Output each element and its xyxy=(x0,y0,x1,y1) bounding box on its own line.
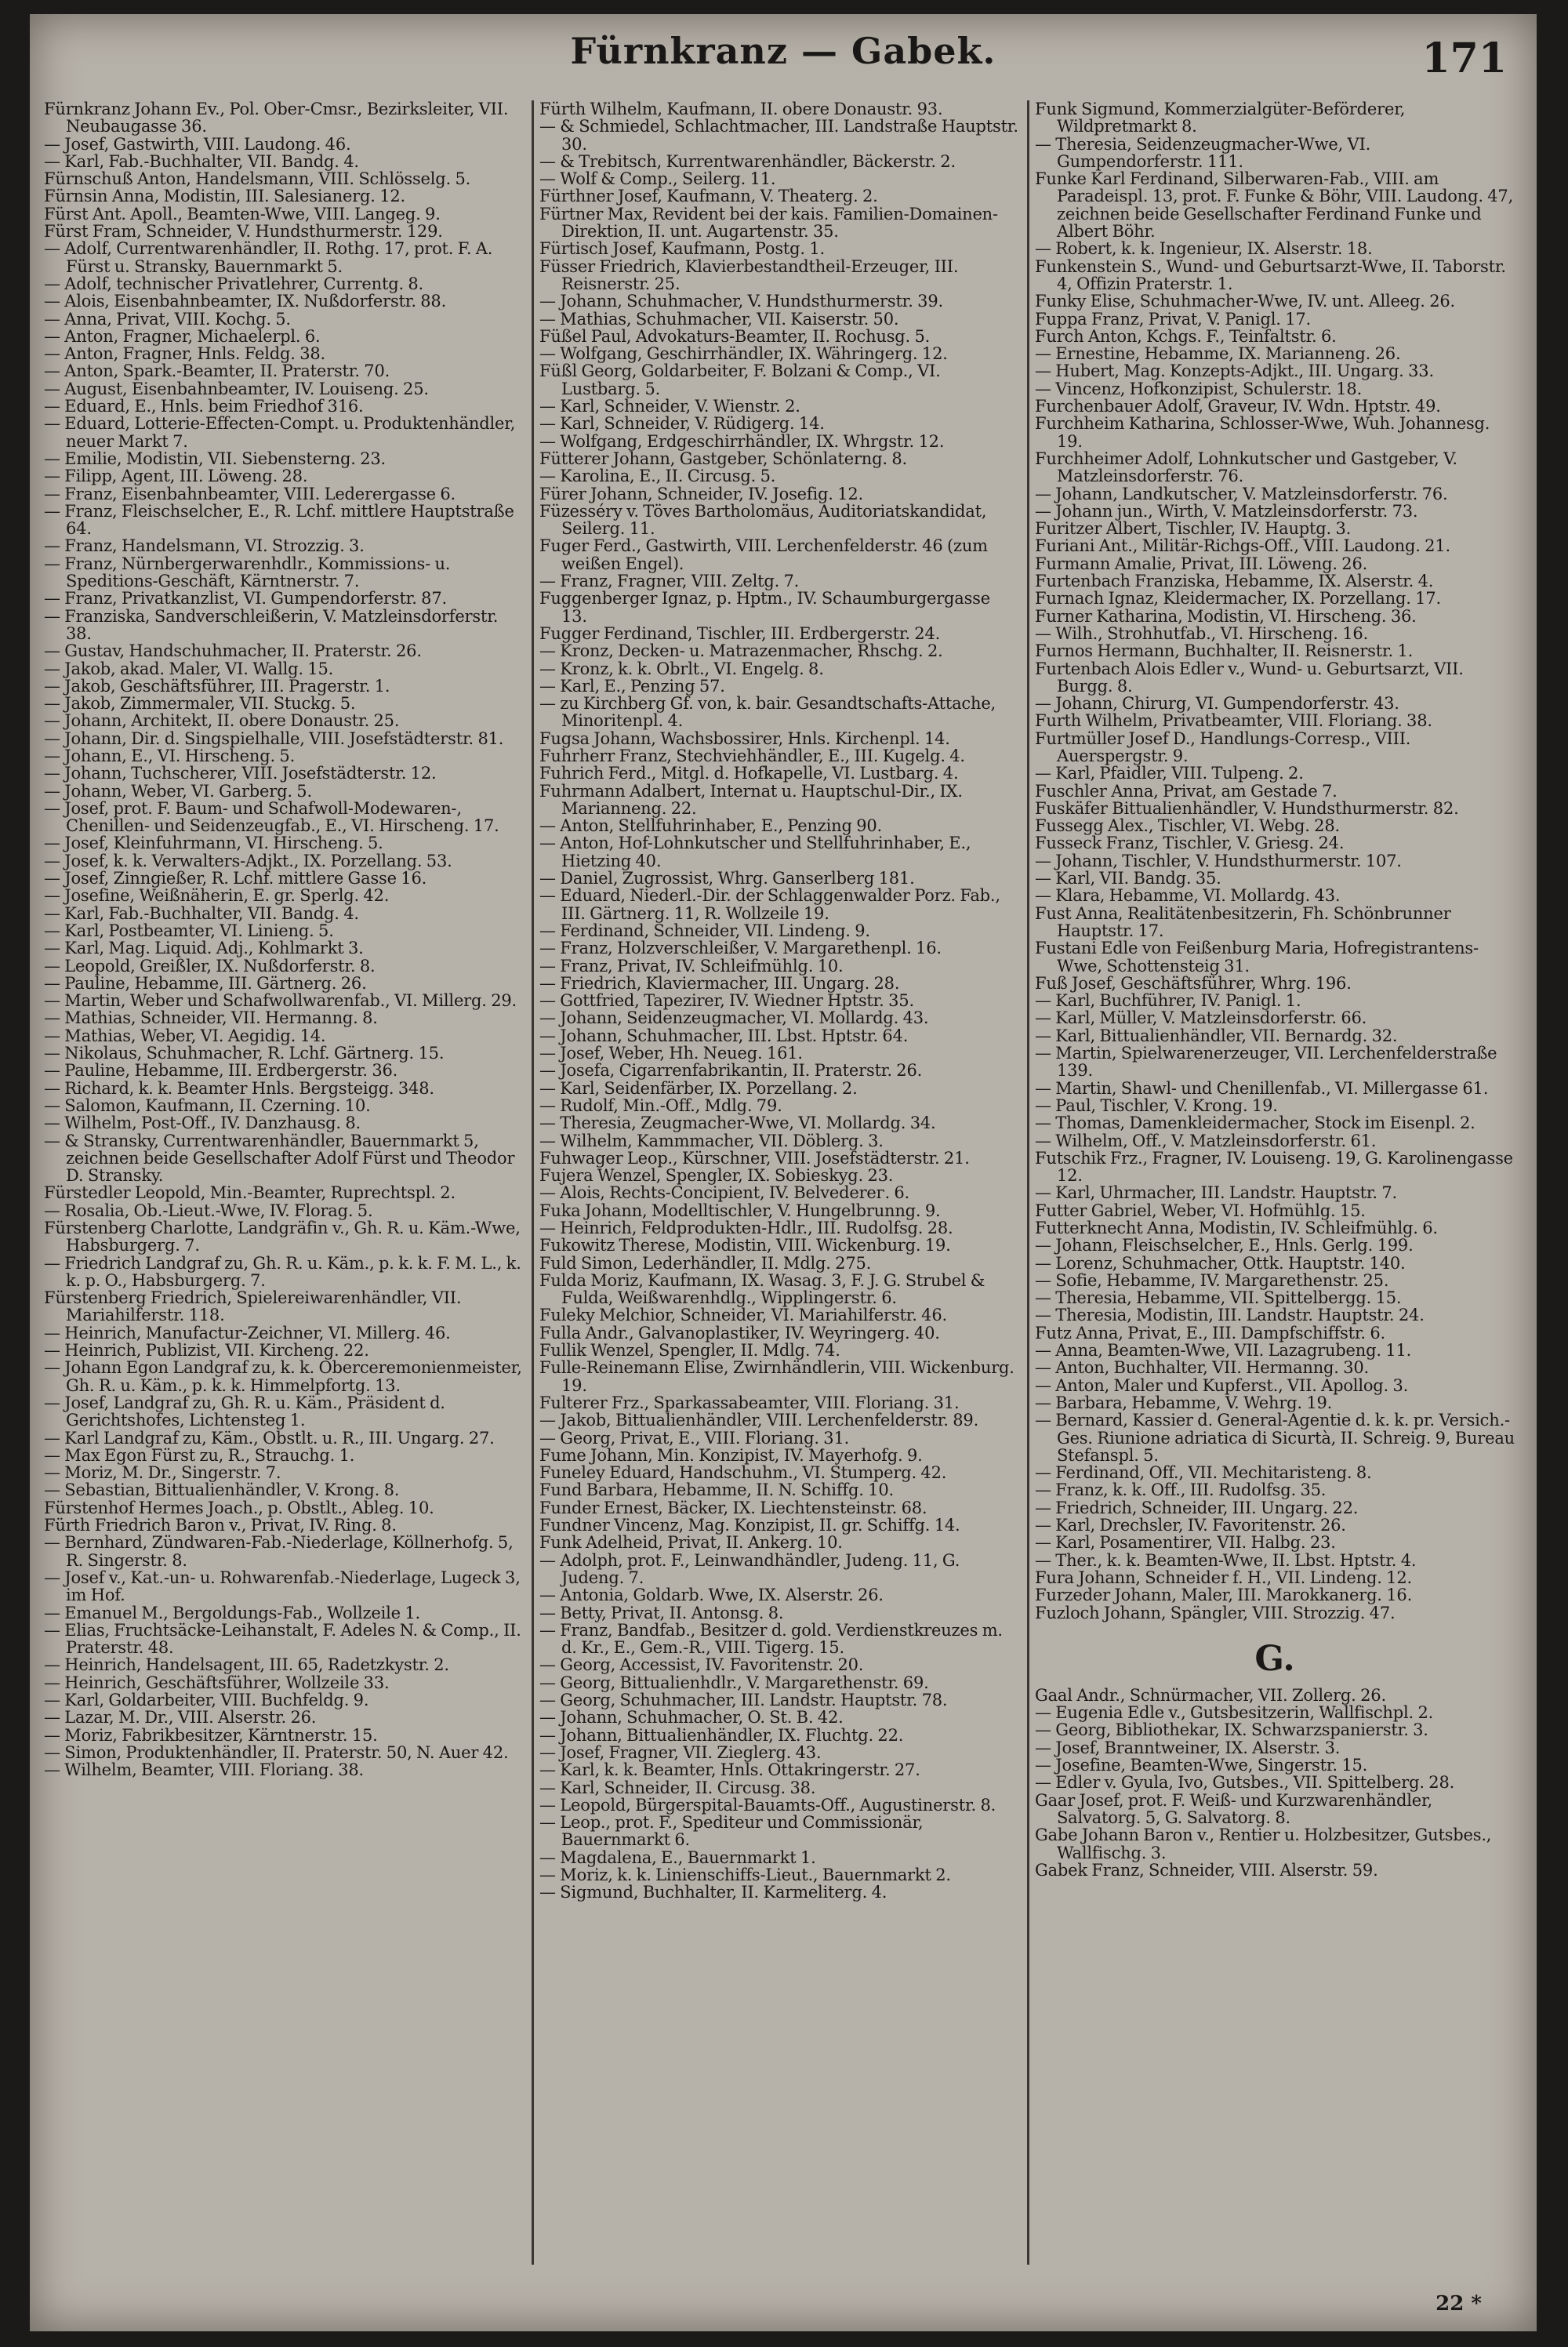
directory-entry: Fuhrherr Franz, Stechviehhändler, E., III. Kugelg. 4. xyxy=(539,746,965,765)
directory-entry: — Josef, prot. F. Baum- und Schafwoll-Modewaren-, Chenillen- und Seidenzeugfab., E., VI. Hirscheng. 17. xyxy=(44,798,499,836)
directory-entry: Furtenbach Alois Edler v., Wund- u. Geburtsarzt, VII. Burgg. 8. xyxy=(1035,659,1464,696)
directory-entry: — Robert, k. k. Ingenieur, IX. Alserstr. 18. xyxy=(1035,239,1373,259)
directory-entry: Fürtner Max, Revident bei der kais. Familien-Domainen-Direktion, II. unt. Augartenstr. 35. xyxy=(539,204,998,242)
directory-entry: Futschik Frz., Fragner, IV. Louiseng. 19, G. Karolinengasse 12. xyxy=(1035,1148,1513,1186)
directory-entry: — Heinrich, Geschäftsführer, Wollzeile 33. xyxy=(44,1673,390,1692)
directory-entry: Fulterer Frz., Sparkassabeamter, VIII. Floriang. 31. xyxy=(539,1393,960,1412)
directory-entry: — Johann, Tischler, V. Hundsthurmerstr. 107. xyxy=(1035,851,1402,870)
directory-entry: — Sebastian, Bittualienhändler, V. Krong. 8. xyxy=(44,1480,400,1500)
directory-entry: — Adolf, technischer Privatlehrer, Currentg. 8. xyxy=(44,274,424,293)
directory-entry: — Josef, Fragner, VII. Zieglerg. 43. xyxy=(539,1742,822,1762)
directory-entry: Fuhwager Leop., Kürschner, VIII. Josefstädterstr. 21. xyxy=(539,1148,970,1168)
directory-entry: Gaal Andr., Schnürmacher, VII. Zollerg. 26. xyxy=(1035,1685,1386,1705)
directory-entry: Gabek Franz, Schneider, VIII. Alserstr. 59. xyxy=(1035,1860,1378,1880)
directory-entry: — Karl, Fab.-Buchhalter, VII. Bandg. 4. xyxy=(44,151,359,171)
directory-entry: Fust Anna, Realitätenbesitzerin, Fh. Schönbrunner Hauptstr. 17. xyxy=(1035,903,1451,940)
directory-entry: — Antonia, Goldarb. Wwe, IX. Alserstr. 26. xyxy=(539,1586,884,1605)
page-number: 171 xyxy=(1421,35,1507,82)
directory-entry: — Anton, Stellfuhrinhaber, E., Penzing 90. xyxy=(539,816,883,836)
directory-entry: Fuppa Franz, Privat, V. Panigl. 17. xyxy=(1035,309,1312,329)
directory-entry: Furzeder Johann, Maler, III. Marokkanerg. 16. xyxy=(1035,1586,1413,1605)
directory-entry: Fuka Johann, Modelltischler, V. Hungelbrunng. 9. xyxy=(539,1201,941,1220)
directory-entry: Fuger Ferd., Gastwirth, VIII. Lerchenfelderstr. 46 (zum weißen Engel). xyxy=(539,536,988,573)
directory-entry: — Franziska, Sandverschleißerin, V. Matzleinsdorferstr. 38. xyxy=(44,606,499,643)
directory-entry: — Karl, Drechsler, IV. Favoritenstr. 26. xyxy=(1035,1516,1346,1535)
directory-entry: — Ther., k. k. Beamten-Wwe, II. Lbst. Hptstr. 4. xyxy=(1035,1550,1417,1570)
directory-entry: — Eugenia Edle v., Gutsbesitzerin, Wallfischpl. 2. xyxy=(1035,1703,1434,1723)
directory-entry: — Karl, Schneider, V. Wienstr. 2. xyxy=(539,397,800,416)
directory-entry: — Daniel, Zugrossist, Whrg. Ganserlberg 181. xyxy=(539,869,915,888)
directory-entry: — Johann, Schuhmacher, O. St. B. 42. xyxy=(539,1708,844,1728)
directory-entry: Fuhrich Ferd., Mitgl. d. Hofkapelle, VI. Lustbarg. 4. xyxy=(539,764,959,783)
directory-entry: — Josefa, Cigarrenfabrikantin, II. Praterstr. 26. xyxy=(539,1061,923,1081)
directory-entry: Fürnkranz Johann Ev., Pol. Ober-Cmsr., Bezirksleiter, VII. Neubaugasse 36. xyxy=(44,100,509,136)
directory-entry: Füsser Friedrich, Klavierbestandtheil-Erzeuger, III. Reisnerstr. 25. xyxy=(539,256,959,293)
directory-entry: Furchheim Katharina, Schlosser-Wwe, Wuh. Johannesg. 19. xyxy=(1035,414,1490,451)
directory-entry: — Pauline, Hebamme, III. Gärtnerg. 26. xyxy=(44,973,367,993)
directory-entry: — zu Kirchberg Gf. von, k. bair. Gesandtschafts-Attache, Minoritenpl. 4. xyxy=(539,694,996,731)
directory-entry: Funkenstein S., Wund- und Geburtsarzt-Wwe, II. Taborstr. 4, Offizin Praterstr. 1. xyxy=(1035,256,1506,293)
directory-entry: — Vincenz, Hofkonzipist, Schulerstr. 18. xyxy=(1035,379,1363,398)
directory-entry: Futz Anna, Privat, E., III. Dampfschiffstr. 6. xyxy=(1035,1323,1385,1342)
directory-entry: — & Trebitsch, Kurrentwarenhändler, Bäckerstr. 2. xyxy=(539,151,956,171)
directory-entry: — Sofie, Hebamme, IV. Margarethenstr. 25. xyxy=(1035,1270,1389,1290)
page-header xyxy=(30,14,1537,82)
directory-entry: — Georg, Privat, E., VIII. Floriang. 31. xyxy=(539,1428,850,1448)
directory-entry: — Filipp, Agent, III. Löweng. 28. xyxy=(44,467,308,486)
directory-entry: Fund Barbara, Hebamme, II. N. Schiffg. 10. xyxy=(539,1480,894,1500)
directory-entry: — Karl, Goldarbeiter, VIII. Buchfeldg. 9. xyxy=(44,1691,369,1710)
directory-entry: — Franz, k. k. Off., III. Rudolfsg. 35. xyxy=(1035,1480,1327,1500)
directory-entry: — Adolf, Currentwarenhändler, II. Rothg. 17, prot. F. A. Fürst u. Stransky, Bauernmarkt 5. xyxy=(44,239,493,276)
directory-entry: Furchenbauer Adolf, Graveur, IV. Wdn. Hptstr. 49. xyxy=(1035,397,1441,416)
directory-entry: Fütterer Johann, Gastgeber, Schönlaterng. 8. xyxy=(539,449,907,468)
directory-entry: Fürtisch Josef, Kaufmann, Postg. 1. xyxy=(539,239,825,259)
directory-entry: — Wilhelm, Off., V. Matzleinsdorferstr. 61. xyxy=(1035,1131,1377,1150)
directory-entry: — Magdalena, E., Bauernmarkt 1. xyxy=(539,1847,816,1867)
directory-entry: — Johann, Dir. d. Singspielhalle, VIII. Josefstädterstr. 81. xyxy=(44,728,504,748)
directory-entry: — Karolina, E., II. Circusg. 5. xyxy=(539,467,776,486)
directory-entry: — Max Egon Fürst zu, R., Strauchg. 1. xyxy=(44,1445,355,1465)
directory-entry: Furnach Ignaz, Kleidermacher, IX. Porzellang. 17. xyxy=(1035,589,1441,609)
directory-entry: — Moriz, Fabrikbesitzer, Kärntnerstr. 15. xyxy=(44,1725,378,1745)
directory-entry: — Jakob, Geschäftsführer, III. Pragerstr. 1. xyxy=(44,676,390,696)
directory-entry: — Friedrich, Klaviermacher, III. Ungarg. 28. xyxy=(539,973,900,993)
directory-entry: — Franz, Privatkanzlist, VI. Gumpendorferstr. 87. xyxy=(44,589,447,609)
directory-entry: — Hubert, Mag. Konzepts-Adjkt., III. Ungarg. 33. xyxy=(1035,361,1434,381)
directory-entry: Fullik Wenzel, Spengler, II. Mdlg. 74. xyxy=(539,1341,840,1361)
directory-entry: — Leopold, Bürgerspital-Bauamts-Off., Augustinerstr. 8. xyxy=(539,1795,996,1815)
directory-entry: Fukowitz Therese, Modistin, VIII. Wickenburg. 19. xyxy=(539,1236,951,1255)
directory-entry: Funk Sigmund, Kommerzialgüter-Beförderer, Wildpretmarkt 8. xyxy=(1035,100,1406,136)
directory-entry: Fuleky Melchior, Schneider, VI. Mariahilferstr. 46. xyxy=(539,1306,947,1325)
directory-entry: Fürstedler Leopold, Min.-Beamter, Ruprechtspl. 2. xyxy=(44,1183,456,1203)
directory-entry: — Gustav, Handschuhmacher, II. Praterstr. 26. xyxy=(44,641,422,661)
directory-entry: — Karl, E., Penzing 57. xyxy=(539,676,725,696)
directory-entry: Fura Johann, Schneider f. H., VII. Lindeng. 12. xyxy=(1035,1568,1412,1587)
directory-entry: Funky Elise, Schuhmacher-Wwe, IV. unt. Alleeg. 26. xyxy=(1035,292,1456,311)
directory-entry: — Theresia, Hebamme, VII. Spittelbergg. 15. xyxy=(1035,1288,1402,1308)
directory-entry: — Heinrich, Manufactur-Zeichner, VI. Millerg. 46. xyxy=(44,1323,451,1342)
directory-entry: Gabe Johann Baron v., Rentier u. Holzbesitzer, Gutsbes., Wallfischg. 3. xyxy=(1035,1826,1492,1862)
directory-entry: — Ferdinand, Schneider, VII. Lindeng. 9. xyxy=(539,921,870,940)
running-title: Fürnkranz — Gabek. xyxy=(570,30,996,72)
directory-entry: — Karl, Buchführer, IV. Panigl. 1. xyxy=(1035,991,1301,1011)
directory-entry: — Lazar, M. Dr., VIII. Alserstr. 26. xyxy=(44,1708,317,1728)
directory-entry: — Martin, Shawl- und Chenillenfab., VI. Millergasse 61. xyxy=(1035,1078,1489,1098)
directory-entry: Fulda Moriz, Kaufmann, IX. Wasag. 3, F. J. G. Strubel & Fulda, Weißwarenhdlg., Wipplingerstr. 6. xyxy=(539,1270,985,1308)
directory-entry: — Johann, Architekt, II. obere Donaustr. 25. xyxy=(44,711,400,731)
directory-entry: Furnos Hermann, Buchhalter, II. Reisnerstr. 1. xyxy=(1035,641,1414,661)
directory-entry: — Simon, Produktenhändler, II. Praterstr. 50, N. Auer 42. xyxy=(44,1742,509,1762)
directory-entry: — Edler v. Gyula, Ivo, Gutsbes., VII. Spittelberg. 28. xyxy=(1035,1773,1455,1793)
directory-entry: — Franz, Eisenbahnbeamter, VIII. Lederergasse 6. xyxy=(44,484,456,503)
directory-entry: — Johann, Bittualienhändler, IX. Fluchtg. 22. xyxy=(539,1725,904,1745)
directory-entry: — Eduard, E., Hnls. beim Friedhof 316. xyxy=(44,397,364,416)
directory-entry: — Anton, Hof-Lohnkutscher und Stellfuhrinhaber, E., Hietzing 40. xyxy=(539,834,971,870)
directory-entry: Furtmüller Josef D., Handlungs-Corresp., VIII. Auerspergstr. 9. xyxy=(1035,728,1411,765)
directory-entry: — Adolph, prot. F., Leinwandhändler, Judeng. 11, G. Judeng. 7. xyxy=(539,1550,960,1587)
directory-entry: — Josefine, Weißnäherin, E. gr. Sperlg. 42. xyxy=(44,886,390,906)
directory-entry: — Johann, Weber, VI. Garberg. 5. xyxy=(44,781,312,801)
directory-entry: — Eduard, Niederl.-Dir. der Schlaggenwalder Porz. Fab., III. Gärtnerg. 11, R. Wollzeile 19. xyxy=(539,886,1000,923)
directory-entry: — Franz, Privat, IV. Schleifmühlg. 10. xyxy=(539,956,844,975)
directory-entry: — Johann, E., VI. Hirscheng. 5. xyxy=(44,746,296,765)
directory-entry: — Josef, Weber, Hh. Neueg. 161. xyxy=(539,1044,803,1063)
directory-entry: Fürstenberg Friedrich, Spielereiwarenhändler, VII. Mariahilferstr. 118. xyxy=(44,1288,462,1325)
directory-entry: — Bernhard, Zündwaren-Fab.-Niederlage, Köllnerhofg. 5, R. Singerstr. 8. xyxy=(44,1533,514,1570)
directory-entry: — Karl, Posamentirer, VII. Halbg. 23. xyxy=(1035,1533,1336,1553)
directory-entry: — Karl, Bittualienhändler, VII. Bernardg. 32. xyxy=(1035,1026,1398,1045)
directory-entry: — Martin, Weber und Schafwollwarenfab., VI. Millerg. 29. xyxy=(44,991,517,1011)
directory-entry: Fuschler Anna, Privat, am Gestade 7. xyxy=(1035,781,1338,801)
directory-entry: — Bernard, Kassier d. General-Agentie d. k. k. pr. Versich.-Ges. Riunione adriatica di Sicurtà, II. Schreig. 9, Bureau Stefanspl. 5. xyxy=(1035,1411,1515,1465)
directory-entry: — Wolf & Comp., Seilerg. 11. xyxy=(539,169,776,189)
directory-entry: — Heinrich, Feldprodukten-Hdlr., III. Rudolfsg. 28. xyxy=(539,1219,953,1237)
directory-entry: — Kronz, Decken- u. Matrazenmacher, Rhschg. 2. xyxy=(539,641,943,661)
directory-entry: — Anton, Fragner, Michaelerpl. 6. xyxy=(44,326,321,346)
directory-entry: — Georg, Schuhmacher, III. Landstr. Hauptstr. 78. xyxy=(539,1691,948,1710)
directory-entry: — Anton, Buchhalter, VII. Hermanng. 30. xyxy=(1035,1358,1370,1378)
directory-entry: Fusseck Franz, Tischler, V. Griesg. 24. xyxy=(1035,834,1345,853)
directory-entry: — Karl, Mag. Liquid. Adj., Kohlmarkt 3. xyxy=(44,939,364,958)
directory-entry: Fürth Friedrich Baron v., Privat, IV. Ring. 8. xyxy=(44,1516,397,1535)
directory-entry: — Franz, Holzverschleißer, V. Margarethenpl. 16. xyxy=(539,939,942,958)
directory-entry: Furiani Ant., Militär-Richgs-Off., VIII. Laudong. 21. xyxy=(1035,536,1450,556)
directory-entry: — Betty, Privat, II. Antonsg. 8. xyxy=(539,1603,784,1622)
directory-entry: Fürst Fram, Schneider, V. Hundsthurmerstr. 129. xyxy=(44,222,443,242)
directory-entry: — Josefine, Beamten-Wwe, Singerstr. 15. xyxy=(1035,1756,1368,1775)
directory-entry: — Franz, Bandfab., Besitzer d. gold. Verdienstkreuzes m. d. Kr., E., Gem.-R., VIII. Tigerg. 15. xyxy=(539,1620,1003,1658)
directory-entry: — Paul, Tischler, V. Krong. 19. xyxy=(1035,1095,1278,1115)
directory-entry: — Leop., prot. F., Spediteur und Commissionär, Bauernmarkt 6. xyxy=(539,1813,924,1850)
directory-entry: — Karl, VII. Bandg. 35. xyxy=(1035,869,1221,888)
directory-entry: — & Stransky, Currentwarenhändler, Bauernmarkt 5, zeichnen beide Gesellschafter Adolf Fürst und Theodor D. Stransky. xyxy=(44,1131,515,1186)
directory-entry: — Josef v., Kat.-un- u. Rohwarenfab.-Niederlage, Lugeck 3, im Hof. xyxy=(44,1568,521,1605)
directory-entry: — Johann, Landkutscher, V. Matzleinsdorferstr. 76. xyxy=(1035,484,1448,503)
directory-entry: — Thomas, Damenkleidermacher, Stock im Eisenpl. 2. xyxy=(1035,1114,1475,1133)
directory-entry: Futter Gabriel, Weber, VI. Hofmühlg. 15. xyxy=(1035,1201,1366,1220)
directory-entry: — Karl, Seidenfärber, IX. Porzellang. 2. xyxy=(539,1078,858,1098)
directory-entry: Furtenbach Franziska, Hebamme, IX. Alserstr. 4. xyxy=(1035,572,1434,591)
directory-entry: Furmann Amalie, Privat, III. Löweng. 26. xyxy=(1035,554,1368,573)
directory-entry: — Karl, Uhrmacher, III. Landstr. Hauptstr. 7. xyxy=(1035,1183,1398,1203)
directory-entry: Gaar Josef, prot. F. Weiß- und Kurzwarenhändler, Salvatorg. 5, G. Salvatorg. 8. xyxy=(1035,1790,1433,1827)
directory-entry: — Leopold, Greißler, IX. Nußdorferstr. 8. xyxy=(44,956,376,975)
directory-entry: Fuggenberger Ignaz, p. Hptm., IV. Schaumburgergasse 13. xyxy=(539,589,990,626)
directory-entry: — Gottfried, Tapezirer, IV. Wiedner Hptstr. 35. xyxy=(539,991,914,1011)
section-letter: G. xyxy=(1254,1638,1295,1679)
directory-entry: — Moriz, k. k. Linienschiffs-Lieut., Bauernmarkt 2. xyxy=(539,1865,951,1884)
directory-entry: — Johann, Tuchscherer, VIII. Josefstädterstr. 12. xyxy=(44,764,437,783)
directory-entry: — Barbara, Hebamme, V. Wehrg. 19. xyxy=(1035,1393,1333,1412)
directory-entry: — Theresia, Seidenzeugmacher-Wwe, VI. Gumpendorferstr. 111. xyxy=(1035,134,1371,171)
directory-entry: — Nikolaus, Schuhmacher, R. Lchf. Gärtnerg. 15. xyxy=(44,1044,445,1063)
directory-entry: Fuß Josef, Geschäftsführer, Whrg. 196. xyxy=(1035,973,1352,993)
directory-entry: — Josef, Branntweiner, IX. Alserstr. 3. xyxy=(1035,1738,1341,1757)
directory-entry: Funk Adelheid, Privat, II. Ankerg. 10. xyxy=(539,1533,843,1553)
directory-entry: — Josef, Kleinfuhrmann, VI. Hirscheng. 5. xyxy=(44,834,383,853)
directory-entry: Fulla Andr., Galvanoplastiker, IV. Weyringerg. 40. xyxy=(539,1323,940,1342)
directory-entry: — Rosalia, Ob.-Lieut.-Wwe, IV. Florag. 5. xyxy=(44,1201,373,1220)
directory-entry: Furner Katharina, Modistin, VI. Hirscheng. 36. xyxy=(1035,606,1417,626)
directory-entry: — Franz, Handelsmann, VI. Strozzig. 3. xyxy=(44,536,365,556)
directory-entry: — Franz, Fragner, VIII. Zeltg. 7. xyxy=(539,572,800,591)
directory-entry: — Emanuel M., Bergoldungs-Fab., Wollzeile 1. xyxy=(44,1603,420,1622)
directory-entry: — Karl, Müller, V. Matzleinsdorferstr. 66. xyxy=(1035,1008,1367,1028)
directory-entry: — Salomon, Kaufmann, II. Czerning. 10. xyxy=(44,1095,371,1115)
directory-entry: — Karl, Schneider, II. Circusg. 38. xyxy=(539,1778,816,1797)
directory-entry: — Josef, Landgraf zu, Gh. R. u. Käm., Präsident d. Gerichtshofes, Lichtensteg 1. xyxy=(44,1393,445,1430)
directory-entry: — Lorenz, Schuhmacher, Ottk. Hauptstr. 140. xyxy=(1035,1253,1406,1273)
directory-entry: — Theresia, Zeugmacher-Wwe, VI. Mollardg. 34. xyxy=(539,1114,936,1133)
directory-entry: — Johann, Fleischselcher, E., Hnls. Gerlg. 199. xyxy=(1035,1236,1414,1255)
directory-entry: Fürstenberg Charlotte, Landgräfin v., Gh. R. u. Käm.-Wwe, Habsburgerg. 7. xyxy=(44,1219,521,1255)
directory-entry: — Johann, Schuhmacher, III. Lbst. Hptstr. 64. xyxy=(539,1026,909,1045)
directory-entry: — Johann, Seidenzeugmacher, VI. Mollardg. 43. xyxy=(539,1008,929,1028)
directory-entry: — Georg, Bittualienhdlr., V. Margarethenstr. 69. xyxy=(539,1673,929,1692)
directory-entry: — Heinrich, Handelsagent, III. 65, Radetzkystr. 2. xyxy=(44,1655,449,1675)
directory-entry: — Karl, k. k. Beamter, Hnls. Ottakringerstr. 27. xyxy=(539,1760,920,1780)
directory-entry: — Mathias, Weber, VI. Aegidig. 14. xyxy=(44,1026,326,1045)
directory-entry: Fugsa Johann, Wachsbossirer, Hnls. Kirchenpl. 14. xyxy=(539,728,950,748)
directory-entry: — Friedrich, Schneider, III. Ungarg. 22. xyxy=(1035,1498,1359,1517)
directory-entry: Futterknecht Anna, Modistin, IV. Schleifmühlg. 6. xyxy=(1035,1219,1438,1237)
directory-entry: — Mathias, Schneider, VII. Hermanng. 8. xyxy=(44,1008,378,1028)
directory-entry: Fürer Johann, Schneider, IV. Josefig. 12. xyxy=(539,484,863,503)
directory-entry: Fume Johann, Min. Konzipist, IV. Mayerhofg. 9. xyxy=(539,1445,923,1465)
directory-entry: Füzesséry v. Töves Bartholomäus, Auditoriatskandidat, Seilerg. 11. xyxy=(539,501,987,539)
directory-entry: — Alois, Eisenbahnbeamter, IX. Nußdorferstr. 88. xyxy=(44,292,447,311)
directory-entry: Fürth Wilhelm, Kaufmann, II. obere Donaustr. 93. xyxy=(539,100,943,118)
directory-entry: Funke Karl Ferdinand, Silberwaren-Fab., VIII. am Paradeispl. 13, prot. F. Funke & Böhr, VIII. Laudong. 47, zeichnen beide Gesellschafter Ferdinand Funke und Albert Böhr. xyxy=(1035,169,1514,242)
directory-entry: — Moriz, M. Dr., Singerstr. 7. xyxy=(44,1463,281,1483)
directory-entry: Fujera Wenzel, Spengler, IX. Sobieskyg. 23. xyxy=(539,1166,894,1186)
directory-entry: Furth Wilhelm, Privatbeamter, VIII. Floriang. 38. xyxy=(1035,711,1432,731)
directory-entry: — Franz, Fleischselcher, E., R. Lchf. mittlere Hauptstraße 64. xyxy=(44,501,514,539)
directory-entry: — Wilhelm, Post-Off., IV. Danzhausg. 8. xyxy=(44,1114,361,1133)
directory-entry: — Jakob, Bittualienhändler, VIII. Lerchenfelderstr. 89. xyxy=(539,1411,979,1430)
directory-entry: Fürnschuß Anton, Handelsmann, VIII. Schlösselg. 5. xyxy=(44,169,471,189)
directory-entry: — Elias, Fruchtsäcke-Leihanstalt, F. Adeles N. & Comp., II. Praterstr. 48. xyxy=(44,1620,521,1658)
directory-entry: — Jakob, akad. Maler, VI. Wallg. 15. xyxy=(44,659,334,678)
directory-entry: Fugger Ferdinand, Tischler, III. Erdbergerstr. 24. xyxy=(539,623,941,643)
directory-entry: — Ernestine, Hebamme, IX. Marianneng. 26. xyxy=(1035,344,1401,364)
directory-entry: — Wolfgang, Geschirrhändler, IX. Währingerg. 12. xyxy=(539,344,948,364)
directory-entry: Fuzloch Johann, Spängler, VIII. Strozzig. 47. xyxy=(1035,1603,1396,1622)
directory-entry: Fuhrmann Adalbert, Internat u. Hauptschul-Dir., IX. Marianneng. 22. xyxy=(539,781,963,818)
directory-entry: — Georg, Accessist, IV. Favoritenstr. 20. xyxy=(539,1655,864,1675)
directory-entry: — Johann, Schuhmacher, V. Hundsthurmerstr. 39. xyxy=(539,292,943,311)
directory-entry: — Karl, Pfaidler, VIII. Tulpeng. 2. xyxy=(1035,764,1304,783)
directory-entry: — Anton, Spark.-Beamter, II. Praterstr. 70. xyxy=(44,361,390,381)
directory-entry: — Wilhelm, Beamter, VIII. Floriang. 38. xyxy=(44,1760,365,1780)
directory-entry: — Mathias, Schuhmacher, VII. Kaiserstr. 50. xyxy=(539,309,899,329)
directory-entry: Furitzer Albert, Tischler, IV. Hauptg. 3. xyxy=(1035,519,1352,539)
directory-entry: Fürstenhof Hermes Joach., p. Obstlt., Ableg. 10. xyxy=(44,1498,434,1517)
directory-entry: — Sigmund, Buchhalter, II. Karmeliterg. 4. xyxy=(539,1883,887,1902)
directory-entry: Fürst Ant. Apoll., Beamten-Wwe, VIII. Langeg. 9. xyxy=(44,204,441,223)
directory-entry: Fürnsin Anna, Modistin, III. Salesianerg. 12. xyxy=(44,187,406,206)
directory-entry: — Johann, Chirurg, VI. Gumpendorferstr. 43. xyxy=(1035,694,1399,714)
directory-entry: Furch Anton, Kchgs. F., Teinfaltstr. 6. xyxy=(1035,326,1337,346)
directory-entry: Fustani Edle von Feißenburg Maria, Hofregistrantens-Wwe, Schottensteig 31. xyxy=(1035,939,1479,975)
directory-entry: — & Schmiedel, Schlachtmacher, III. Landstraße Hauptstr. 30. xyxy=(539,117,1018,154)
directory-entry: — Josef, Gastwirth, VIII. Laudong. 46. xyxy=(44,134,351,154)
directory-entry: — Anna, Beamten-Wwe, VII. Lazagrubeng. 11. xyxy=(1035,1341,1412,1361)
directory-entry: Füßel Paul, Advokaturs-Beamter, II. Rochusg. 5. xyxy=(539,326,931,346)
column-1 xyxy=(44,100,524,2296)
directory-entry: Funeley Eduard, Handschuhm., VI. Stumperg. 42. xyxy=(539,1463,947,1483)
printer-signature: 22 * xyxy=(1436,2292,1482,2316)
directory-entry: — Karl, Postbeamter, VI. Linieng. 5. xyxy=(44,921,334,940)
column-2 xyxy=(539,100,1019,2296)
directory-entry: — Johann jun., Wirth, V. Matzleinsdorferstr. 73. xyxy=(1035,501,1418,521)
directory-entry: — Pauline, Hebamme, III. Erdbergerstr. 36. xyxy=(44,1061,398,1081)
directory-entry: Fürthner Josef, Kaufmann, V. Theaterg. 2. xyxy=(539,187,878,206)
column-divider xyxy=(1027,100,1029,2265)
directory-entry: — Theresia, Modistin, III. Landstr. Hauptstr. 24. xyxy=(1035,1306,1425,1325)
column-divider xyxy=(532,100,534,2265)
directory-entry: — Franz, Nürnbergerwarenhdlr., Kommissions- u. Speditions-Geschäft, Kärntnerstr. 7. xyxy=(44,554,451,591)
directory-page xyxy=(30,14,1537,2331)
directory-entry: — Wilhelm, Kammmacher, VII. Döblerg. 3. xyxy=(539,1131,884,1150)
directory-entry: — Josef, Zinngießer, R. Lchf. mittlere Gasse 16. xyxy=(44,869,427,888)
directory-entry: — Karl Landgraf zu, Käm., Obstlt. u. R., III. Ungarg. 27. xyxy=(44,1428,495,1448)
directory-entry: — Johann Egon Landgraf zu, k. k. Oberceremonienmeister, Gh. R. u. Käm., p. k. k. Himmelpfortg. 13. xyxy=(44,1358,522,1395)
directory-entry: — Georg, Bibliothekar, IX. Schwarzspanierstr. 3. xyxy=(1035,1720,1428,1740)
directory-entry: Fuskäfer Bittualienhändler, V. Hundsthurmerstr. 82. xyxy=(1035,798,1459,818)
directory-entry: — Karl, Fab.-Buchhalter, VII. Bandg. 4. xyxy=(44,903,359,923)
directory-entry: — Ferdinand, Off., VII. Mechitaristeng. 8. xyxy=(1035,1463,1372,1483)
directory-entry: — Klara, Hebamme, VI. Mollardg. 43. xyxy=(1035,886,1341,906)
directory-entry: — Wilh., Strohhutfab., VI. Hirscheng. 16. xyxy=(1035,623,1369,643)
directory-entry: — Jakob, Zimmermaler, VII. Stuckg. 5. xyxy=(44,694,356,714)
directory-entry: — Josef, k. k. Verwalters-Adjkt., IX. Porzellang. 53. xyxy=(44,851,452,870)
directory-entry: — Friedrich Landgraf zu, Gh. R. u. Käm., p. k. k. F. M. L., k. k. p. O., Habsburgerg. 7. xyxy=(44,1253,521,1290)
directory-entry: — Anton, Maler und Kupferst., VII. Apollog. 3. xyxy=(1035,1375,1409,1395)
directory-entry: — Wolfgang, Erdgeschirrhändler, IX. Whrgstr. 12. xyxy=(539,431,945,451)
column-3 xyxy=(1035,100,1515,2296)
directory-entry: Fulle-Reinemann Elise, Zwirnhändlerin, VIII. Wickenburg. 19. xyxy=(539,1358,1014,1395)
directory-entry: Funder Ernest, Bäcker, IX. Liechtensteinstr. 68. xyxy=(539,1498,927,1517)
directory-entry: — Anton, Fragner, Hnls. Feldg. 38. xyxy=(44,344,326,364)
directory-entry: — Martin, Spielwarenerzeuger, VII. Lerchenfelderstraße 139. xyxy=(1035,1044,1497,1081)
directory-entry: — Emilie, Modistin, VII. Siebensterng. 23. xyxy=(44,449,386,468)
directory-entry: — Anna, Privat, VIII. Kochg. 5. xyxy=(44,309,291,329)
directory-entry: — Heinrich, Publizist, VII. Kircheng. 22. xyxy=(44,1341,369,1361)
directory-entry: — Alois, Rechts-Concipient, IV. Belvederег. 6. xyxy=(539,1183,910,1203)
directory-entry: — Richard, k. k. Beamter Hnls. Bergsteigg. 348. xyxy=(44,1078,434,1098)
directory-entry: — August, Eisenbahnbeamter, IV. Louiseng. 25. xyxy=(44,379,429,398)
directory-entry: Fuld Simon, Lederhändler, II. Mdlg. 275. xyxy=(539,1253,872,1273)
directory-entry: Fundner Vincenz, Mag. Konzipist, II. gr. Schiffg. 14. xyxy=(539,1516,960,1535)
directory-entry: Furchheimer Adolf, Lohnkutscher und Gastgeber, V. Matzleinsdorferstr. 76. xyxy=(1035,449,1457,486)
directory-entry: Füßl Georg, Goldarbeiter, F. Bolzani & Comp., VI. Lustbarg. 5. xyxy=(539,361,941,398)
directory-entry: — Eduard, Lotterie-Effecten-Compt. u. Produktenhändler, neuer Markt 7. xyxy=(44,414,516,451)
directory-entry: Fussegg Alex., Tischler, VI. Webg. 28. xyxy=(1035,816,1340,836)
directory-entry: — Karl, Schneider, V. Rüdigerg. 14. xyxy=(539,414,825,434)
directory-entry: — Rudolf, Min.-Off., Mdlg. 79. xyxy=(539,1095,782,1115)
directory-entry: — Kronz, k. k. Obrlt., VI. Engelg. 8. xyxy=(539,659,824,678)
